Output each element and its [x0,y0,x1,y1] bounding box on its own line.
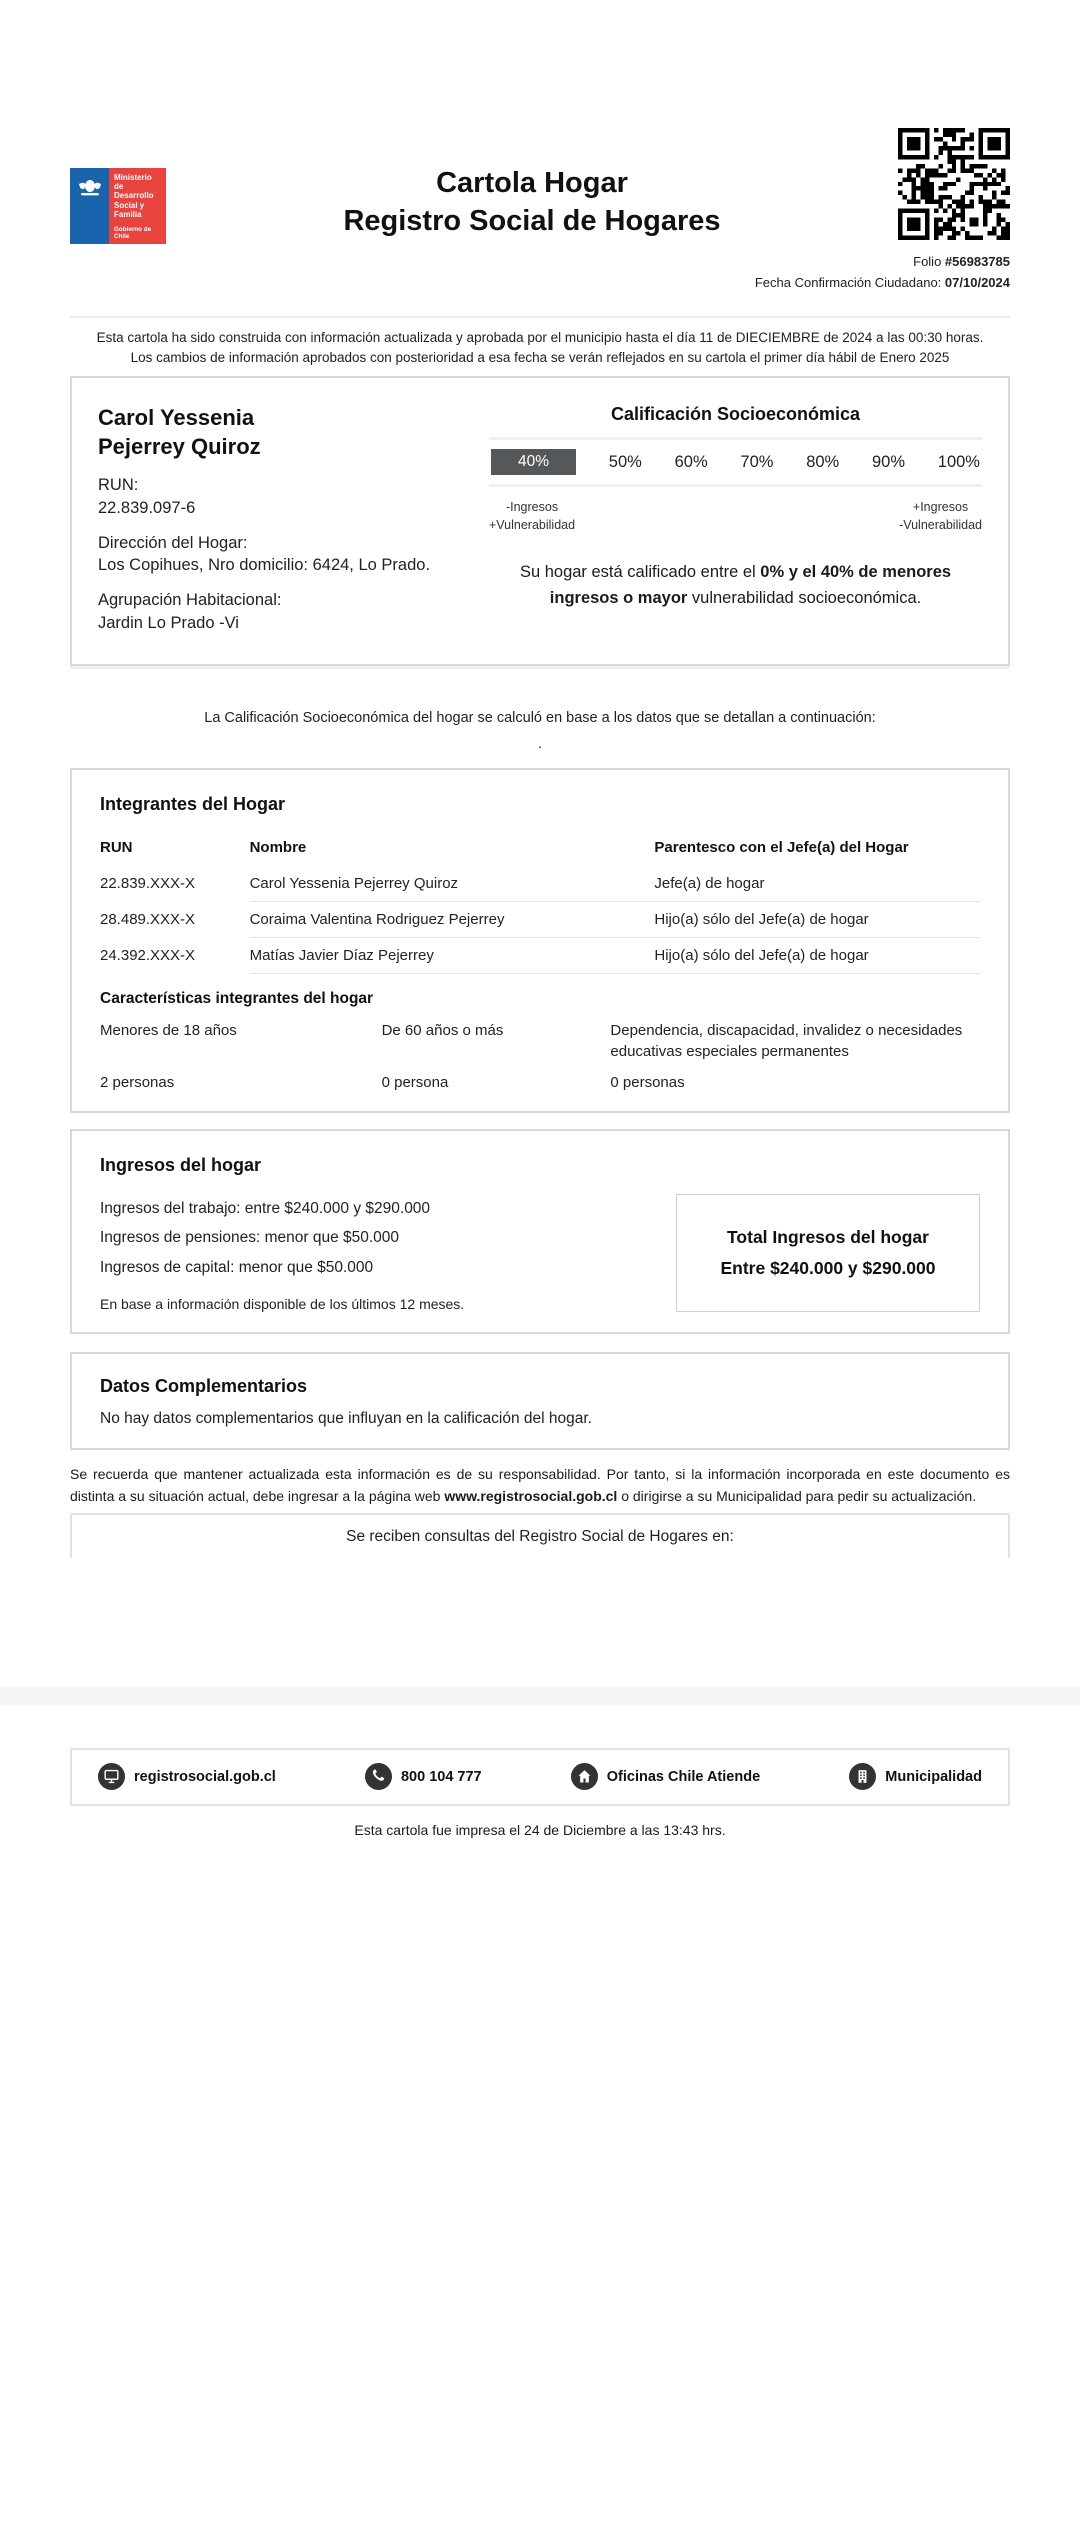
contact-web-label: registrosocial.gob.cl [134,1768,276,1785]
caracteristicas-title: Características integrantes del hogar [100,989,374,1007]
cell-parentesco: Jefe(a) de hogar [654,866,980,902]
cell-nombre: Matías Javier Díaz Pejerrey [250,937,655,973]
contact-phone-label: 800 104 777 [400,1768,482,1785]
logo-red-panel [109,168,166,244]
direccion-field [98,532,455,577]
building-icon [849,1763,876,1790]
datos-complementarios-card [70,1352,1010,1450]
scale-item-90: 90% [871,452,906,471]
folio-block [70,252,1010,294]
scale-label-right: +Ingresos -Vulnerabilidad [899,500,982,532]
run-value: 22.839.097-6 [98,498,196,517]
cell-nombre: Carol Yessenia Pejerrey Quiroz [250,866,655,902]
logo-ministry-text: Ministerio de Desarrollo Social y Familia [114,173,154,219]
carac-label-menores: Menores de 18 años [100,1021,237,1039]
update-reminder: Se recuerda que mantener actualizada esta información es de su responsabilidad. Por tanto, si la información incorporada en este documento es distinta a su situación actual, debe ingresar a la página web www.registrosocial.gob.cl o dirigirse a su Municipalidad para pedir su actualización. [70,1466,1010,1504]
qr-code [898,128,1010,240]
scale-label-left: -Ingresos +Vulnerabilidad [489,500,576,532]
total-ingresos-title: Total Ingresos del hogar [727,1227,929,1248]
contact-phone [365,1763,482,1790]
ingresos-title: Ingresos del hogar [100,1154,262,1175]
agrupacion-value: Jardin Lo Prado -Vi [98,613,239,632]
carac-label-mayores: De 60 años o más [381,1021,504,1039]
scale-item-50: 50% [608,452,642,471]
printed-timestamp: Esta cartola fue impresa el 24 de Diciembre a las 13:43 hrs. [354,1821,726,1838]
scale-item-60: 60% [674,452,708,471]
integrantes-table [100,833,980,974]
carac-value-menores: 2 personas [100,1073,175,1091]
fecha-confirmacion-value: 07/10/2024 [944,274,1010,290]
table-header-row [100,833,980,866]
scale-rule-bottom [489,484,982,487]
header-parentesco: Parentesco con el Jefe(a) del Hogar [654,838,909,856]
titular-info [98,404,455,634]
ingreso-trabajo: Ingresos del trabajo: entre $240.000 y $290.000 [100,1199,431,1217]
ministry-logo [70,168,166,244]
ingreso-pensiones: Ingresos de pensiones: menor que $50.000 [100,1229,400,1247]
scale-item-100: 100% [937,452,980,471]
titular-name: Carol Yessenia Pejerrey Quiroz [98,405,261,459]
monitor-icon [98,1763,125,1790]
ingresos-note: En base a información disponible de los últimos 12 meses. [100,1296,465,1313]
contact-municipalidad [849,1763,982,1790]
carac-value-mayores: 0 persona [381,1073,449,1091]
header-nombre: Nombre [249,838,307,856]
integrantes-title: Integrantes del Hogar [100,793,286,814]
logo-blue-panel [70,168,109,244]
folio-line: Folio #56983785 [913,254,1010,269]
cell-parentesco: Hijo(a) sólo del Jefe(a) de hogar [654,937,980,973]
table-row [100,866,980,902]
scale-axis-labels [489,499,982,534]
contact-oficinas-label: Oficinas Chile Atiende [606,1768,761,1785]
contact-web [98,1763,276,1790]
cell-run: 24.392.XXX-X [100,946,196,964]
datos-complementarios-text: No hay datos complementarios que influyan en la calificación del hogar. [100,1410,592,1428]
page-title [166,164,898,241]
total-ingresos-box [676,1194,980,1312]
table-row [100,937,980,973]
table-row [100,901,980,937]
house-icon [571,1763,598,1790]
fecha-confirmacion-line: Fecha Confirmación Ciudadano: 07/10/2024 [754,274,1010,290]
run-label: RUN: [98,476,139,495]
calificacion-panel [489,404,982,634]
intro-dot: . [537,735,543,752]
contact-oficinas [571,1763,760,1790]
cell-run: 22.839.XXX-X [100,875,196,893]
page-title-line2: Registro Social de Hogares [343,205,721,238]
header-run: RUN [100,838,133,856]
page-break-band [0,1687,1080,1705]
scale-item-40: 40% [491,449,576,475]
logo-government-text: Gobierno de Chile [114,226,152,240]
document-header [70,128,1010,244]
scale-item-80: 80% [806,452,840,471]
consultas-title: Se reciben consultas del Registro Social de Hogares en: [346,1527,734,1545]
socioeconomic-scale [489,440,982,484]
agrupacion-label: Agrupación Habitacional: [98,591,282,610]
cell-run: 28.489.XXX-X [100,910,196,928]
cell-parentesco: Hijo(a) sólo del Jefe(a) de hogar [654,901,980,937]
consultas-box [70,1513,1010,1558]
calculation-intro: La Calificación Socioeconómica del hogar se calculó en base a los datos que se detallan a continuación: [204,709,876,726]
cell-nombre: Coraima Valentina Rodriguez Pejerrey [250,901,655,937]
integrantes-card [70,768,1010,1113]
agrupacion-field [98,589,455,634]
ingresos-card [70,1129,1010,1334]
folio-number: #56983785 [944,254,1010,269]
total-ingresos-value: Entre $240.000 y $290.000 [720,1258,936,1279]
calificacion-result: Su hogar está calificado entre el 0% y el 40% de menores ingresos o mayor vulnerabilidad socioeconómica. [519,563,952,607]
contact-footer [70,1748,1010,1806]
header-divider [70,316,1010,318]
caracteristicas-grid [100,1020,980,1091]
titular-card [70,376,1010,666]
ingresos-detail [100,1194,464,1312]
datos-complementarios-title: Datos Complementarios [100,1376,308,1397]
carac-value-dependencia: 0 personas [610,1073,685,1091]
coat-of-arms-icon [75,176,105,207]
direccion-label: Dirección del Hogar: [98,533,248,552]
page-title-line1: Cartola Hogar [436,167,628,199]
direccion-value: Los Copihues, Nro domicilio: 6424, Lo Prado. [98,556,431,575]
update-notice: Esta cartola ha sido construida con información actualizada y aprobada por el municipio hasta el día 11 de DIECIEMBRE de 2024 a las 00:30 horas. Los cambios de información aprobados con posterioridad a esa fecha se verán reflejados en su cartola el primer día hábil de Enero 2025 [96,329,984,365]
carac-label-dependencia: Dependencia, discapacidad, invalidez o necesidades educativas especiales permanentes [610,1021,963,1060]
scale-item-70: 70% [740,452,774,471]
calificacion-title: Calificación Socioeconómica [610,404,861,425]
phone-icon [365,1763,392,1790]
contact-municipalidad-label: Municipalidad [885,1768,982,1785]
registrosocial-url: www.registrosocial.gob.cl [444,1487,618,1504]
ingreso-capital: Ingresos de capital: menor que $50.000 [100,1258,374,1276]
run-field [98,474,455,519]
